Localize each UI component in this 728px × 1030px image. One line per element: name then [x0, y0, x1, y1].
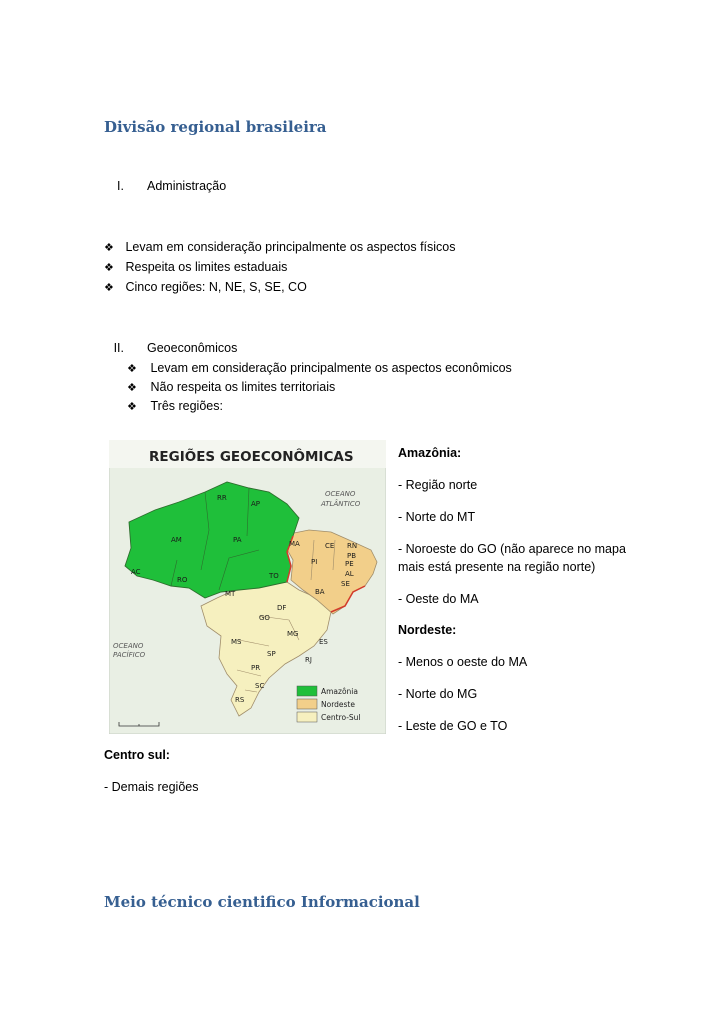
- nordeste-item: - Menos o oeste do MA: [398, 655, 528, 669]
- diamond-bullet-icon: ❖: [127, 382, 137, 394]
- legend-swatch: [297, 699, 317, 709]
- legend-label: Nordeste: [321, 700, 355, 709]
- amazonia-item: - Noroeste do GO (não aparece no mapa: [398, 542, 626, 556]
- state-label-mt: MT: [225, 590, 236, 598]
- diamond-bullet-icon: ❖: [127, 401, 137, 413]
- state-label-ro: RO: [177, 576, 188, 584]
- ocean-label: OCEANO: [113, 642, 144, 650]
- ocean-label: OCEANO: [325, 490, 356, 498]
- state-label-sp: SP: [267, 650, 276, 658]
- state-label-pe: PE: [345, 560, 354, 568]
- section-2-numeral: II.: [113, 341, 124, 355]
- state-label-df: DF: [277, 604, 287, 612]
- state-label-se: SE: [341, 580, 350, 588]
- nordeste-item: - Norte do MG: [398, 687, 478, 701]
- amazonia-item: - Oeste do MA: [398, 592, 479, 606]
- document-title: Divisão regional brasileira: [104, 118, 327, 136]
- state-label-pa: PA: [233, 536, 242, 544]
- state-label-ma: MA: [289, 540, 300, 548]
- diamond-bullet-icon: ❖: [104, 242, 114, 254]
- list-item: ❖ Levam em consideração principalmente os aspectos econômicos: [127, 361, 512, 375]
- state-label-mg: MG: [287, 630, 299, 638]
- diamond-bullet-icon: ❖: [104, 282, 114, 294]
- list-item: ❖ Não respeita os limites territoriais: [127, 380, 336, 394]
- state-label-ce: CE: [325, 542, 335, 550]
- state-label-rs: RS: [235, 696, 245, 704]
- state-label-pb: PB: [347, 552, 357, 560]
- centro-sul-item: - Demais regiões: [104, 780, 199, 794]
- geoeconomic-regions-map: [109, 440, 386, 734]
- list-item: ❖ Respeita os limites estaduais: [104, 260, 288, 274]
- state-label-to: TO: [269, 572, 279, 580]
- state-label-am: AM: [171, 536, 182, 544]
- legend-swatch: [297, 686, 317, 696]
- state-label-sc: SC: [255, 682, 265, 690]
- state-label-ms: MS: [231, 638, 242, 646]
- state-label-rj: RJ: [305, 656, 312, 664]
- list-item: ❖ Três regiões:: [127, 399, 223, 413]
- centro-sul-title: Centro sul:: [104, 748, 170, 762]
- legend-label: Centro-Sul: [321, 713, 361, 722]
- state-label-ba: BA: [315, 588, 325, 596]
- amazonia-title: Amazônia:: [398, 446, 462, 460]
- diamond-bullet-icon: ❖: [127, 363, 137, 375]
- list-item: ❖ Levam em consideração principalmente os aspectos físicos: [104, 240, 456, 254]
- amazonia-item: mais está presente na região norte): [398, 560, 596, 574]
- ocean-label: ATLÂNTICO: [321, 500, 361, 508]
- state-label-ac: AC: [131, 568, 141, 576]
- legend-swatch: [297, 712, 317, 722]
- amazonia-item: - Norte do MT: [398, 510, 476, 524]
- section-1-numeral: I.: [117, 179, 124, 193]
- state-label-rn: RN: [347, 542, 358, 550]
- diamond-bullet-icon: ❖: [104, 262, 114, 274]
- state-label-rr: RR: [217, 494, 227, 502]
- state-label-ap: AP: [251, 500, 261, 508]
- section-heading-meio-tecnico: Meio técnico cientifico Informacional: [104, 893, 420, 911]
- nordeste-item: - Leste de GO e TO: [398, 719, 508, 733]
- legend-label: Amazônia: [321, 687, 358, 696]
- amazonia-item: - Região norte: [398, 478, 478, 492]
- state-label-pi: PI: [311, 558, 318, 566]
- state-label-pr: PR: [251, 664, 261, 672]
- map-legend: [297, 686, 361, 722]
- nordeste-title: Nordeste:: [398, 623, 457, 637]
- section-2-title: Geoeconômicos: [147, 341, 238, 355]
- map-title: REGIÕES GEOECONÔMICAS: [149, 449, 354, 465]
- list-item: ❖ Cinco regiões: N, NE, S, SE, CO: [104, 280, 307, 294]
- state-label-go: GO: [259, 614, 270, 622]
- state-label-es: ES: [319, 638, 328, 646]
- state-label-al: AL: [345, 570, 354, 578]
- section-1-title: Administração: [147, 179, 227, 193]
- ocean-label: PACÍFICO: [113, 651, 146, 659]
